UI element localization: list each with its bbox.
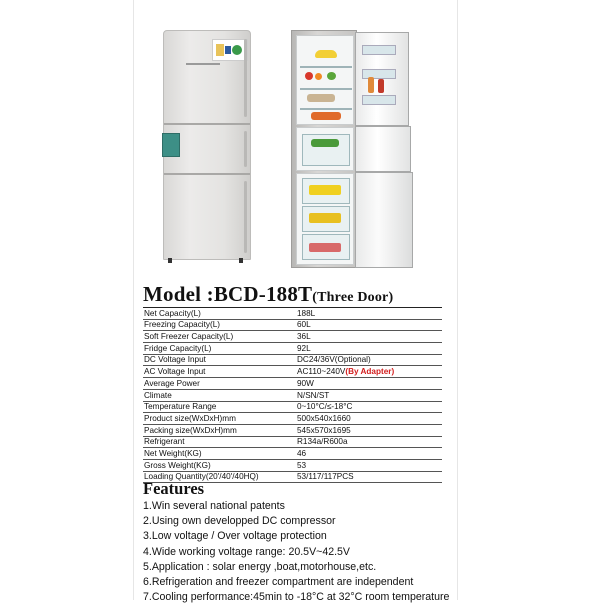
model-code: BCD-188T — [213, 282, 313, 306]
bottle-icon — [378, 79, 384, 93]
spec-row — [143, 413, 442, 425]
features-list — [143, 499, 449, 605]
feature-item: 7.Cooling performance:45min to -18°C at 32°C room temperature — [143, 591, 450, 604]
shelf — [300, 88, 352, 90]
spec-key: Net Capacity(L) — [143, 308, 296, 320]
energy-sticker — [212, 39, 248, 61]
spec-row — [143, 401, 442, 413]
spec-row — [143, 436, 442, 448]
spec-row — [143, 378, 442, 390]
model-label: Model : — [143, 282, 214, 306]
spec-value: 92L — [296, 343, 442, 355]
top-door-handle — [244, 39, 247, 117]
frozen-food-icon — [309, 185, 341, 195]
bottle-icon — [368, 77, 374, 93]
spec-row — [143, 354, 442, 366]
spec-key: Refrigerant — [143, 436, 296, 448]
spec-key: Average Power — [143, 378, 296, 390]
features-heading: Features — [143, 479, 205, 498]
spec-value: 545x570x1695 — [296, 424, 442, 436]
spec-key: Fridge Capacity(L) — [143, 343, 296, 355]
spec-row — [143, 308, 442, 320]
fridge-open-image — [291, 30, 411, 268]
spec-value: 90W — [296, 378, 442, 390]
spec-row — [143, 389, 442, 401]
spec-value-cell — [296, 366, 442, 378]
spec-value: DC24/36V(Optional) — [296, 354, 442, 366]
spec-value: 46 — [296, 448, 442, 460]
shelf — [300, 108, 352, 110]
spec-value: 60L — [296, 319, 442, 331]
spec-key: Gross Weight(KG) — [143, 459, 296, 471]
spec-table — [143, 307, 442, 483]
food-tray-icon — [311, 112, 341, 120]
fridge-closed-image — [163, 30, 251, 260]
drawer — [302, 134, 350, 166]
spec-key: Product size(WxDxH)mm — [143, 413, 296, 425]
door-bin — [362, 95, 396, 105]
fridge-compartment — [296, 35, 354, 125]
control-panel — [162, 133, 180, 157]
feature-item: 2.Using own developped DC compressor — [143, 515, 336, 528]
fridge-door-open — [355, 32, 409, 126]
fridge-foot — [239, 258, 243, 263]
spec-value-highlight: (By Adapter) — [345, 367, 395, 377]
spec-value: 188L — [296, 308, 442, 320]
spec-row — [143, 424, 442, 436]
fridge-bottom-door — [164, 175, 250, 259]
fridge-middle-door — [164, 125, 250, 175]
vegetables-icon — [311, 139, 339, 147]
spec-row — [143, 366, 442, 378]
freezer-drawer — [302, 234, 350, 260]
fruit-icon — [327, 72, 336, 80]
spec-key: Freezing Capacity(L) — [143, 319, 296, 331]
spec-key: Net Weight(KG) — [143, 448, 296, 460]
eggs-icon — [307, 94, 335, 102]
spec-value: 500x540x1660 — [296, 413, 442, 425]
spec-row — [143, 459, 442, 471]
middle-door-open — [355, 126, 411, 172]
spec-row — [143, 343, 442, 355]
feature-item: 6.Refrigeration and freezer compartment are independent — [143, 575, 414, 588]
orange-icon — [315, 73, 322, 80]
spec-key: Packing size(WxDxH)mm — [143, 424, 296, 436]
fridge-foot — [168, 258, 172, 263]
shelf — [300, 66, 352, 68]
apple-icon — [305, 72, 313, 80]
spec-value: R134a/R600a — [296, 436, 442, 448]
spec-value: AC110~240V — [297, 367, 346, 377]
freezer-drawer — [302, 206, 350, 232]
fridge-top-door — [164, 31, 250, 125]
model-subtitle: (Three Door) — [312, 290, 394, 305]
brand-strip — [186, 63, 220, 65]
spec-value: 0~10°C/≤-18°C — [296, 401, 442, 413]
frozen-food-icon — [309, 243, 341, 252]
fridge-cabinet — [291, 30, 357, 268]
bottom-door-handle — [244, 181, 247, 253]
spec-value: 36L — [296, 331, 442, 343]
freezer-door-open — [355, 172, 413, 268]
spec-row — [143, 319, 442, 331]
feature-item: 4.Wide working voltage range: 20.5V~42.5V — [143, 545, 351, 558]
feature-item: 3.Low voltage / Over voltage protection — [143, 530, 327, 543]
spec-key: AC Voltage Input — [143, 366, 296, 378]
feature-item: 5.Application : solar energy ,boat,motorhouse,etc. — [143, 560, 377, 573]
spec-value: N/SN/ST — [296, 389, 442, 401]
spec-key: Soft Freezer Capacity(L) — [143, 331, 296, 343]
feature-item: 1.Win several national patents — [143, 500, 285, 512]
freezer-drawer — [302, 178, 350, 204]
door-bin — [362, 45, 396, 55]
spec-value: 53/117/117PCS — [296, 471, 442, 483]
spec-key: Loading Quantity(20'/40'/40HQ) — [143, 471, 296, 483]
spec-value: 53 — [296, 459, 442, 471]
model-title — [143, 282, 393, 307]
soft-freezer-compartment — [296, 127, 354, 171]
frozen-food-icon — [309, 213, 341, 223]
spec-row — [143, 331, 442, 343]
banana-icon — [315, 50, 337, 58]
freezer-compartment — [296, 173, 354, 265]
middle-door-handle — [244, 131, 247, 167]
spec-key: DC Voltage Input — [143, 354, 296, 366]
spec-key: Climate — [143, 389, 296, 401]
spec-row — [143, 448, 442, 460]
spec-key: Temperature Range — [143, 401, 296, 413]
